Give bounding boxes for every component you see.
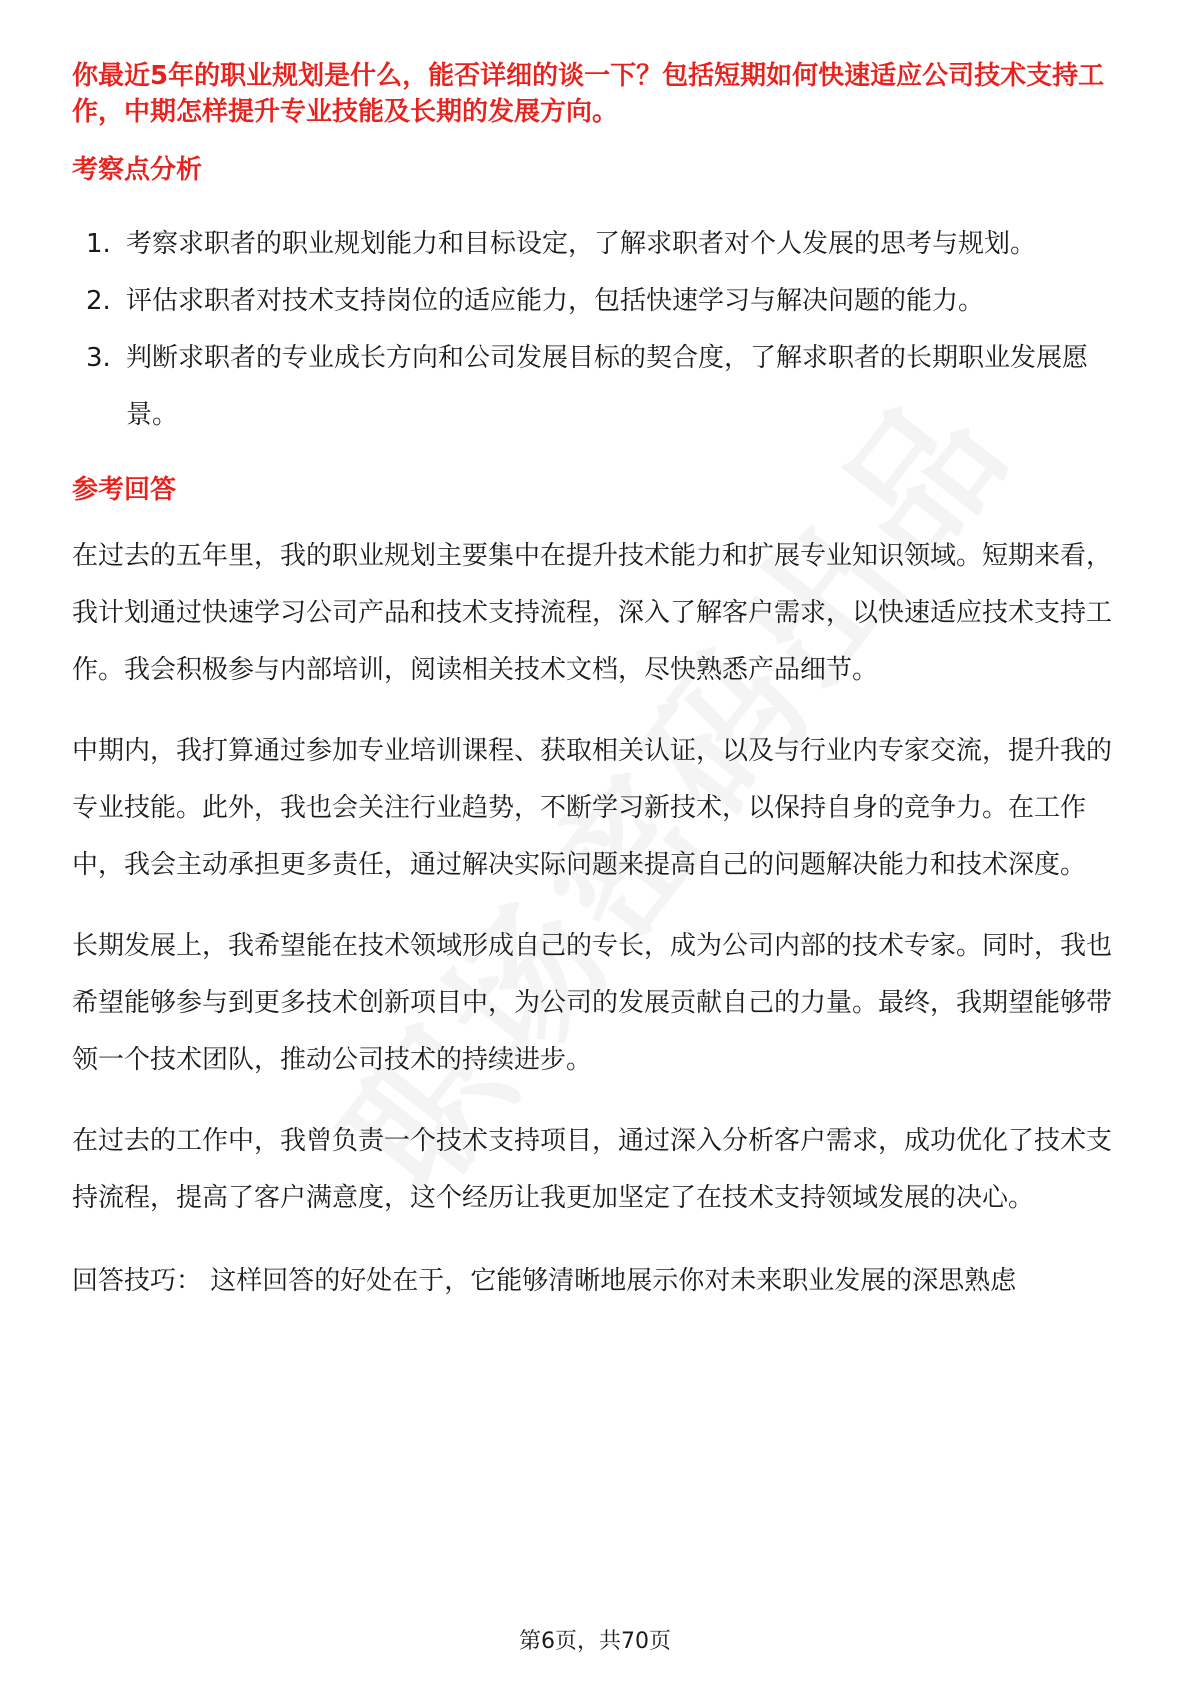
answer-paragraph: 在过去的工作中，我曾负责一个技术支持项目，通过深入分析客户需求，成功优化了技术支持流程，提高了客户满意度，这个经历让我更加坚定了在技术支持领域发展的决心。 [72, 1126, 1113, 1213]
analysis-list [72, 216, 1122, 444]
question-heading: 你最近5年的职业规划是什么，能否详细的谈一下？包括短期如何快速适应公司技术支持工作，中期怎样提升专业技能及长期的发展方向。 [72, 61, 1105, 127]
analysis-point [72, 330, 1122, 444]
point-number: 2. [86, 286, 111, 316]
point-text: 判断求职者的专业成长方向和公司发展目标的契合度，了解求职者的长期职业发展愿景。 [126, 343, 1089, 430]
answer-paragraph: 在过去的五年里，我的职业规划主要集中在提升技术能力和扩展专业知识领域。短期来看，我计划通过快速学习公司产品和技术支持流程，深入了解客户需求，以快速适应技术支持工作。我会积极参与内部培训，阅读相关技术文档，尽快熟悉产品细节。 [72, 541, 1113, 685]
point-text: 评估求职者对技术支持岗位的适应能力，包括快速学习与解决问题的能力。 [126, 286, 985, 316]
document-page [72, 58, 1122, 1310]
point-number: 3. [86, 343, 111, 373]
answer-paragraph: 长期发展上，我希望能在技术领域形成自己的专长，成为公司内部的技术专家。同时，我也希望能够参与到更多技术创新项目中，为公司的发展贡献自己的力量。最终，我期望能够带领一个技术团队，推动公司技术的持续进步。 [72, 931, 1113, 1075]
answer-paragraph: 中期内，我打算通过参加专业培训课程、获取相关认证，以及与行业内专家交流，提升我的专业技能。此外，我也会关注行业趋势，不断学习新技术，以保持自身的竞争力。在工作中，我会主动承担更多责任，通过解决实际问题来提高自己的问题解决能力和技术深度。 [72, 736, 1113, 880]
answer-tips: 回答技巧： 这样回答的好处在于，它能够清晰地展示你对未来职业发展的深思熟虑 [72, 1266, 1017, 1296]
answer-heading: 参考回答 [72, 475, 177, 505]
point-number: 1. [86, 229, 111, 259]
analysis-point [72, 216, 1122, 273]
point-text: 考察求职者的职业规划能力和目标设定，了解求职者对个人发展的思考与规划。 [126, 229, 1037, 259]
analysis-point [72, 273, 1122, 330]
analysis-heading: 考察点分析 [72, 155, 203, 185]
page-number: 第6页，共70页 [519, 1629, 671, 1654]
